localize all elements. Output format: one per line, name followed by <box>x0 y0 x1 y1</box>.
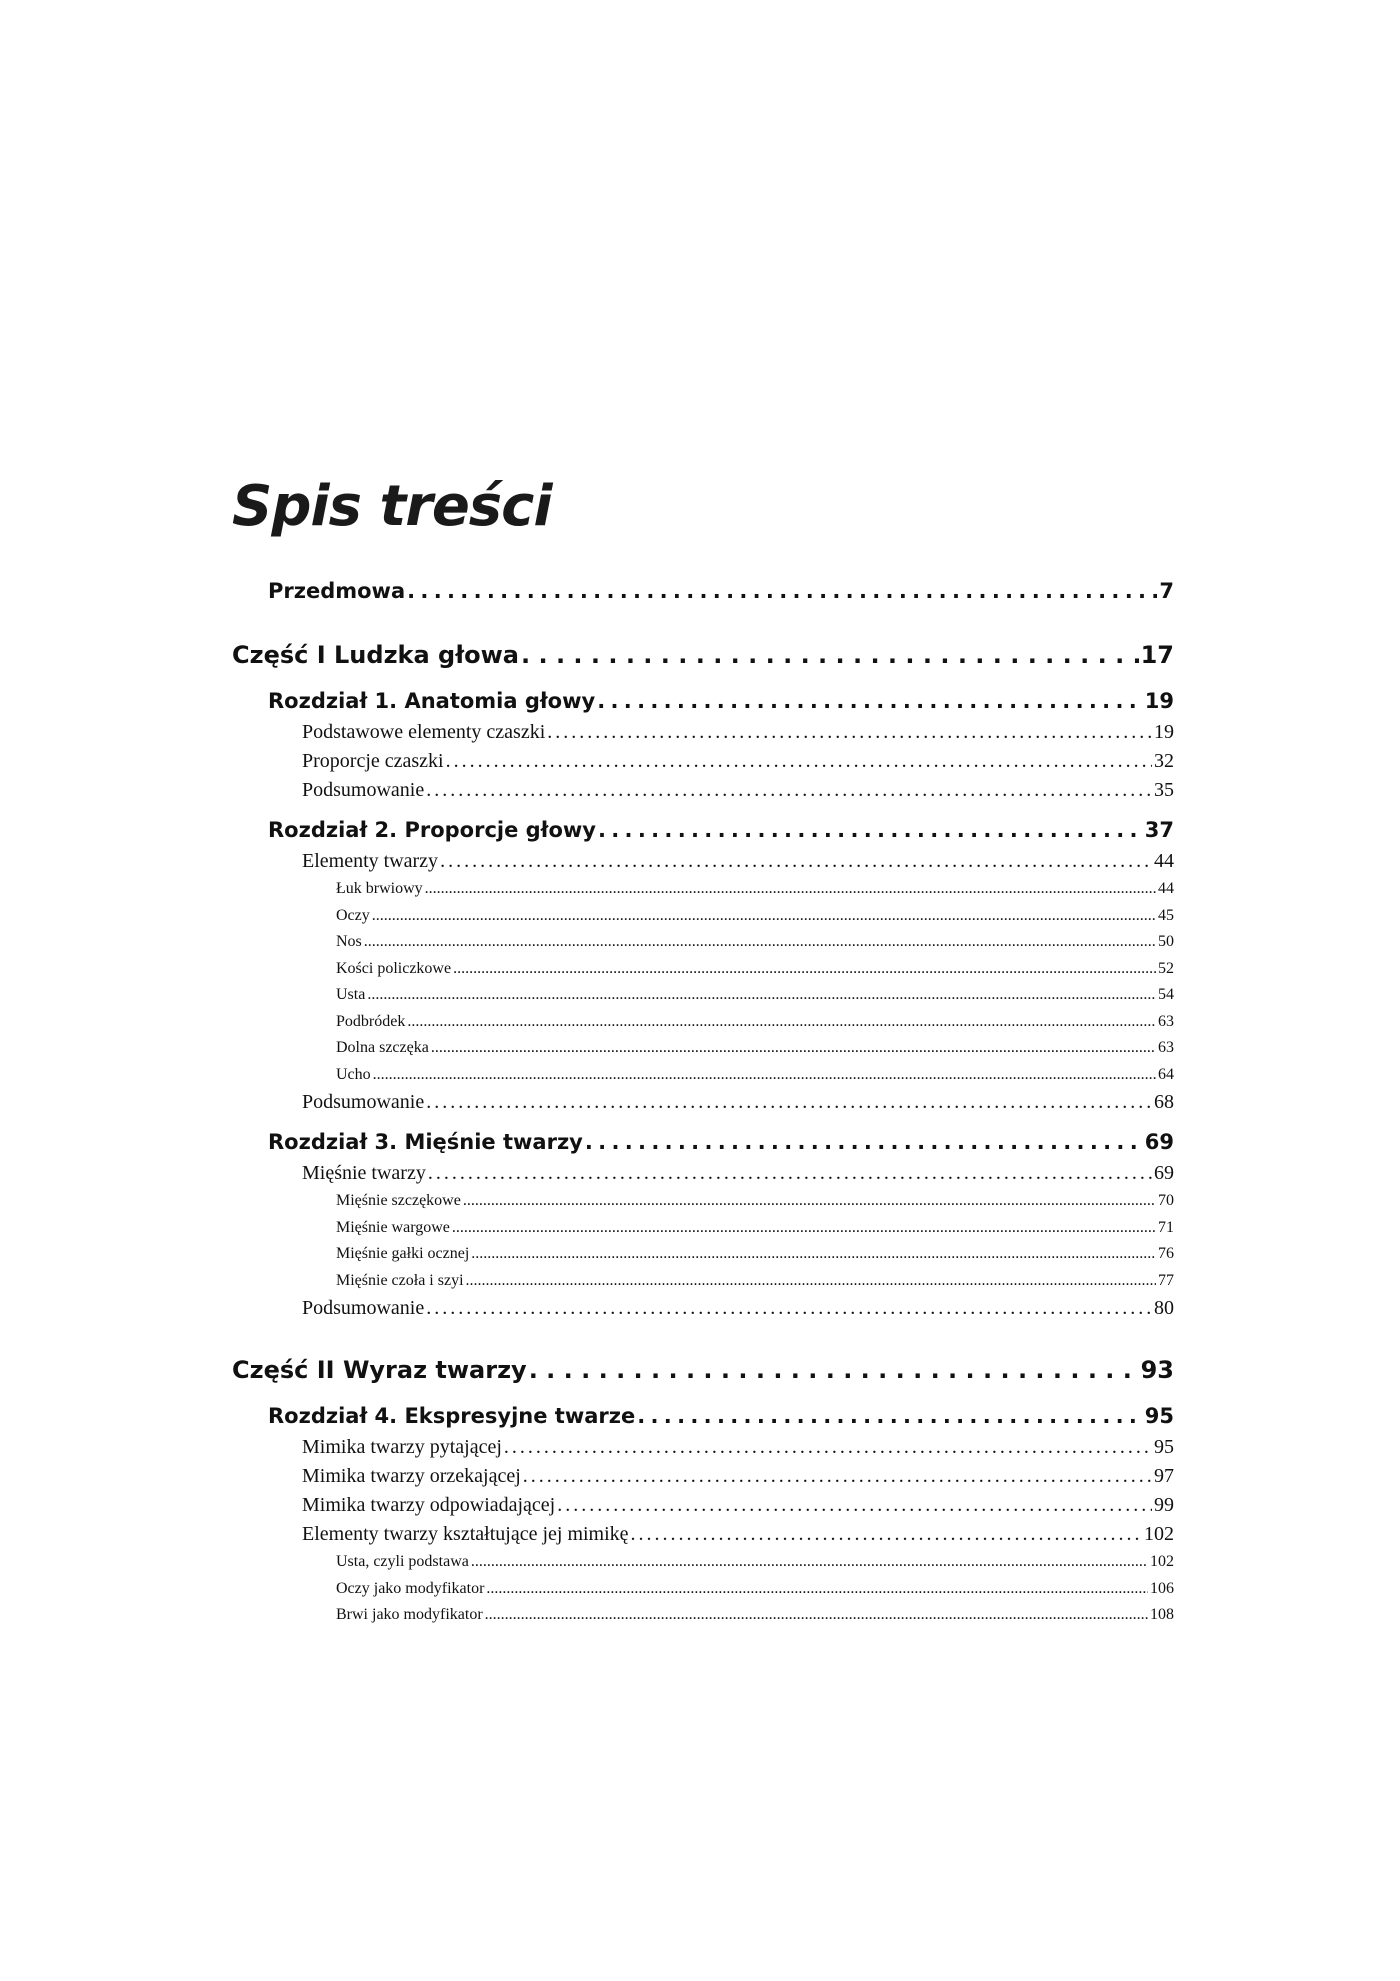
toc-entry-label: Usta <box>336 986 366 1003</box>
toc-entry-page: 70 <box>1158 1192 1174 1209</box>
toc-section[interactable] <box>232 776 1174 805</box>
toc-entry-page: 93 <box>1140 1356 1174 1384</box>
toc-section[interactable] <box>232 1294 1174 1323</box>
dot-leader <box>440 847 1152 876</box>
dot-leader <box>367 982 1156 1009</box>
toc-entry-page: 95 <box>1144 1404 1174 1428</box>
toc-subsection[interactable] <box>232 1602 1174 1629</box>
toc-entry-page: 50 <box>1158 933 1174 950</box>
toc-section[interactable] <box>232 1491 1174 1520</box>
toc-part[interactable] <box>232 1353 1174 1387</box>
dot-leader <box>372 903 1156 930</box>
toc-entry-page: 37 <box>1144 818 1174 842</box>
toc-entry-label: Mięśnie gałki ocznej <box>336 1245 470 1262</box>
dot-leader <box>426 1294 1152 1323</box>
toc-entry-page: 80 <box>1154 1297 1174 1319</box>
dot-leader <box>637 1399 1143 1433</box>
toc-entry-page: 71 <box>1158 1218 1174 1236</box>
toc-subsection[interactable] <box>232 1268 1174 1295</box>
toc-subsection[interactable] <box>232 1062 1174 1089</box>
toc-subsection[interactable] <box>232 1241 1174 1268</box>
dot-leader <box>373 1062 1156 1089</box>
toc-subsection[interactable] <box>232 929 1174 956</box>
toc-entry-label: Kości policzkowe <box>336 959 452 977</box>
dot-leader <box>486 1576 1148 1603</box>
toc-entry-page: 63 <box>1158 1039 1174 1056</box>
toc-entry-page: 17 <box>1140 641 1174 669</box>
toc-entry-label: Mimika twarzy pytającej <box>302 1436 502 1458</box>
toc-section[interactable] <box>232 1433 1174 1462</box>
toc-entry-page: 106 <box>1150 1579 1174 1597</box>
toc-section[interactable] <box>232 718 1174 747</box>
toc-entry-label: Podstawowe elementy czaszki <box>302 721 546 743</box>
toc-entry-label: Podsumowanie <box>302 1091 425 1113</box>
dot-leader <box>426 776 1152 805</box>
dot-leader <box>428 1159 1152 1188</box>
toc-entry-page: 52 <box>1158 959 1174 977</box>
toc-entry-label: Ucho <box>336 1065 371 1083</box>
toc-entry-page: 54 <box>1158 986 1174 1003</box>
dot-leader <box>426 1088 1152 1117</box>
toc-entry-label: Podsumowanie <box>302 779 425 801</box>
toc-entry-page: 102 <box>1144 1523 1174 1545</box>
toc-entry-label: Część II Wyraz twarzy <box>232 1356 527 1384</box>
toc-entry-label: Mimika twarzy odpowiadającej <box>302 1494 556 1516</box>
dot-leader <box>529 1353 1139 1387</box>
toc-entry-page: 69 <box>1154 1162 1174 1184</box>
toc-entry-label: Elementy twarzy kształtujące jej mimikę <box>302 1523 629 1545</box>
toc-entry-page: 45 <box>1158 906 1174 924</box>
toc-entry-label: Usta, czyli podstawa <box>336 1553 469 1570</box>
toc-entry-page: 64 <box>1158 1065 1174 1083</box>
toc-entry-page: 35 <box>1154 779 1174 801</box>
toc-entry-label: Przedmowa <box>268 579 406 603</box>
dot-leader <box>407 574 1157 608</box>
toc-subsection[interactable] <box>232 903 1174 930</box>
toc-entry-label: Mięśnie twarzy <box>302 1162 426 1184</box>
dot-leader <box>452 1215 1156 1242</box>
toc-entry-preface[interactable] <box>232 574 1174 608</box>
dot-leader <box>504 1433 1152 1462</box>
toc-entry-page: 99 <box>1154 1494 1174 1516</box>
dot-leader <box>446 747 1152 776</box>
toc-entry-label: Podbródek <box>336 1012 406 1030</box>
toc-entry-label: Rozdział 1. Anatomia głowy <box>268 689 596 713</box>
table-of-contents <box>232 574 1174 1629</box>
toc-entry-label: Oczy <box>336 906 370 924</box>
dot-leader <box>466 1268 1156 1295</box>
dot-leader <box>463 1188 1156 1215</box>
toc-entry-label: Mimika twarzy orzekającej <box>302 1465 521 1487</box>
toc-subsection[interactable] <box>232 1009 1174 1036</box>
toc-entry-label: Mięśnie szczękowe <box>336 1192 461 1209</box>
toc-section[interactable] <box>232 747 1174 776</box>
dot-leader <box>547 718 1152 747</box>
toc-section[interactable] <box>232 1462 1174 1491</box>
toc-subsection[interactable] <box>232 876 1174 903</box>
toc-subsection[interactable] <box>232 1188 1174 1215</box>
dot-leader <box>364 929 1156 956</box>
toc-chapter[interactable] <box>232 684 1174 718</box>
dot-leader <box>597 684 1143 718</box>
toc-entry-label: Dolna szczęka <box>336 1039 429 1056</box>
toc-subsection[interactable] <box>232 1035 1174 1062</box>
dot-leader <box>557 1491 1152 1520</box>
toc-subsection[interactable] <box>232 956 1174 983</box>
toc-entry-page: 108 <box>1150 1606 1174 1623</box>
toc-entry-page: 95 <box>1154 1436 1174 1458</box>
page-title: Spis treści <box>232 474 552 539</box>
toc-entry-label: Mięśnie czoła i szyi <box>336 1271 464 1289</box>
dot-leader <box>523 1462 1152 1491</box>
toc-entry-label: Proporcje czaszki <box>302 750 444 772</box>
dot-leader <box>407 1009 1156 1036</box>
toc-chapter[interactable] <box>232 813 1174 847</box>
toc-subsection[interactable] <box>232 982 1174 1009</box>
dot-leader <box>631 1520 1142 1549</box>
toc-entry-label: Łuk brwiowy <box>336 880 423 897</box>
toc-entry-page: 77 <box>1158 1271 1174 1289</box>
dot-leader <box>471 1549 1148 1576</box>
toc-entry-label: Część I Ludzka głowa <box>232 641 519 669</box>
dot-leader <box>585 1125 1143 1159</box>
toc-section[interactable] <box>232 1088 1174 1117</box>
toc-entry-page: 44 <box>1154 850 1174 872</box>
toc-subsection[interactable] <box>232 1215 1174 1242</box>
toc-part[interactable] <box>232 638 1174 672</box>
toc-entry-label: Nos <box>336 933 362 950</box>
toc-subsection[interactable] <box>232 1549 1174 1576</box>
toc-entry-page: 97 <box>1154 1465 1174 1487</box>
toc-entry-label: Brwi jako modyfikator <box>336 1606 483 1623</box>
dot-leader <box>485 1602 1148 1629</box>
toc-entry-page: 76 <box>1158 1245 1174 1262</box>
dot-leader <box>431 1035 1156 1062</box>
dot-leader <box>598 813 1143 847</box>
toc-entry-label: Rozdział 3. Mięśnie twarzy <box>268 1130 583 1154</box>
toc-chapter[interactable] <box>232 1125 1174 1159</box>
toc-section[interactable] <box>232 1520 1174 1549</box>
toc-subsection[interactable] <box>232 1576 1174 1603</box>
toc-entry-page: 19 <box>1154 721 1174 743</box>
toc-entry-page: 68 <box>1154 1091 1174 1113</box>
toc-entry-label: Podsumowanie <box>302 1297 425 1319</box>
toc-entry-page: 44 <box>1158 880 1174 897</box>
dot-leader <box>471 1241 1156 1268</box>
toc-entry-label: Oczy jako modyfikator <box>336 1579 485 1597</box>
toc-chapter[interactable] <box>232 1399 1174 1433</box>
toc-entry-page: 63 <box>1158 1012 1174 1030</box>
dot-leader <box>453 956 1156 983</box>
toc-entry-page: 19 <box>1144 689 1174 713</box>
toc-entry-page: 102 <box>1150 1553 1174 1570</box>
dot-leader <box>521 638 1139 672</box>
toc-entry-label: Rozdział 4. Ekspresyjne twarze <box>268 1404 636 1428</box>
dot-leader <box>425 876 1156 903</box>
toc-entry-label: Elementy twarzy <box>302 850 439 872</box>
toc-entry-page: 7 <box>1159 579 1174 603</box>
toc-section[interactable] <box>232 847 1174 876</box>
toc-entry-page: 69 <box>1144 1130 1174 1154</box>
toc-entry-page: 32 <box>1154 750 1174 772</box>
toc-entry-label: Mięśnie wargowe <box>336 1218 450 1236</box>
toc-entry-label: Rozdział 2. Proporcje głowy <box>268 818 596 842</box>
toc-section[interactable] <box>232 1159 1174 1188</box>
